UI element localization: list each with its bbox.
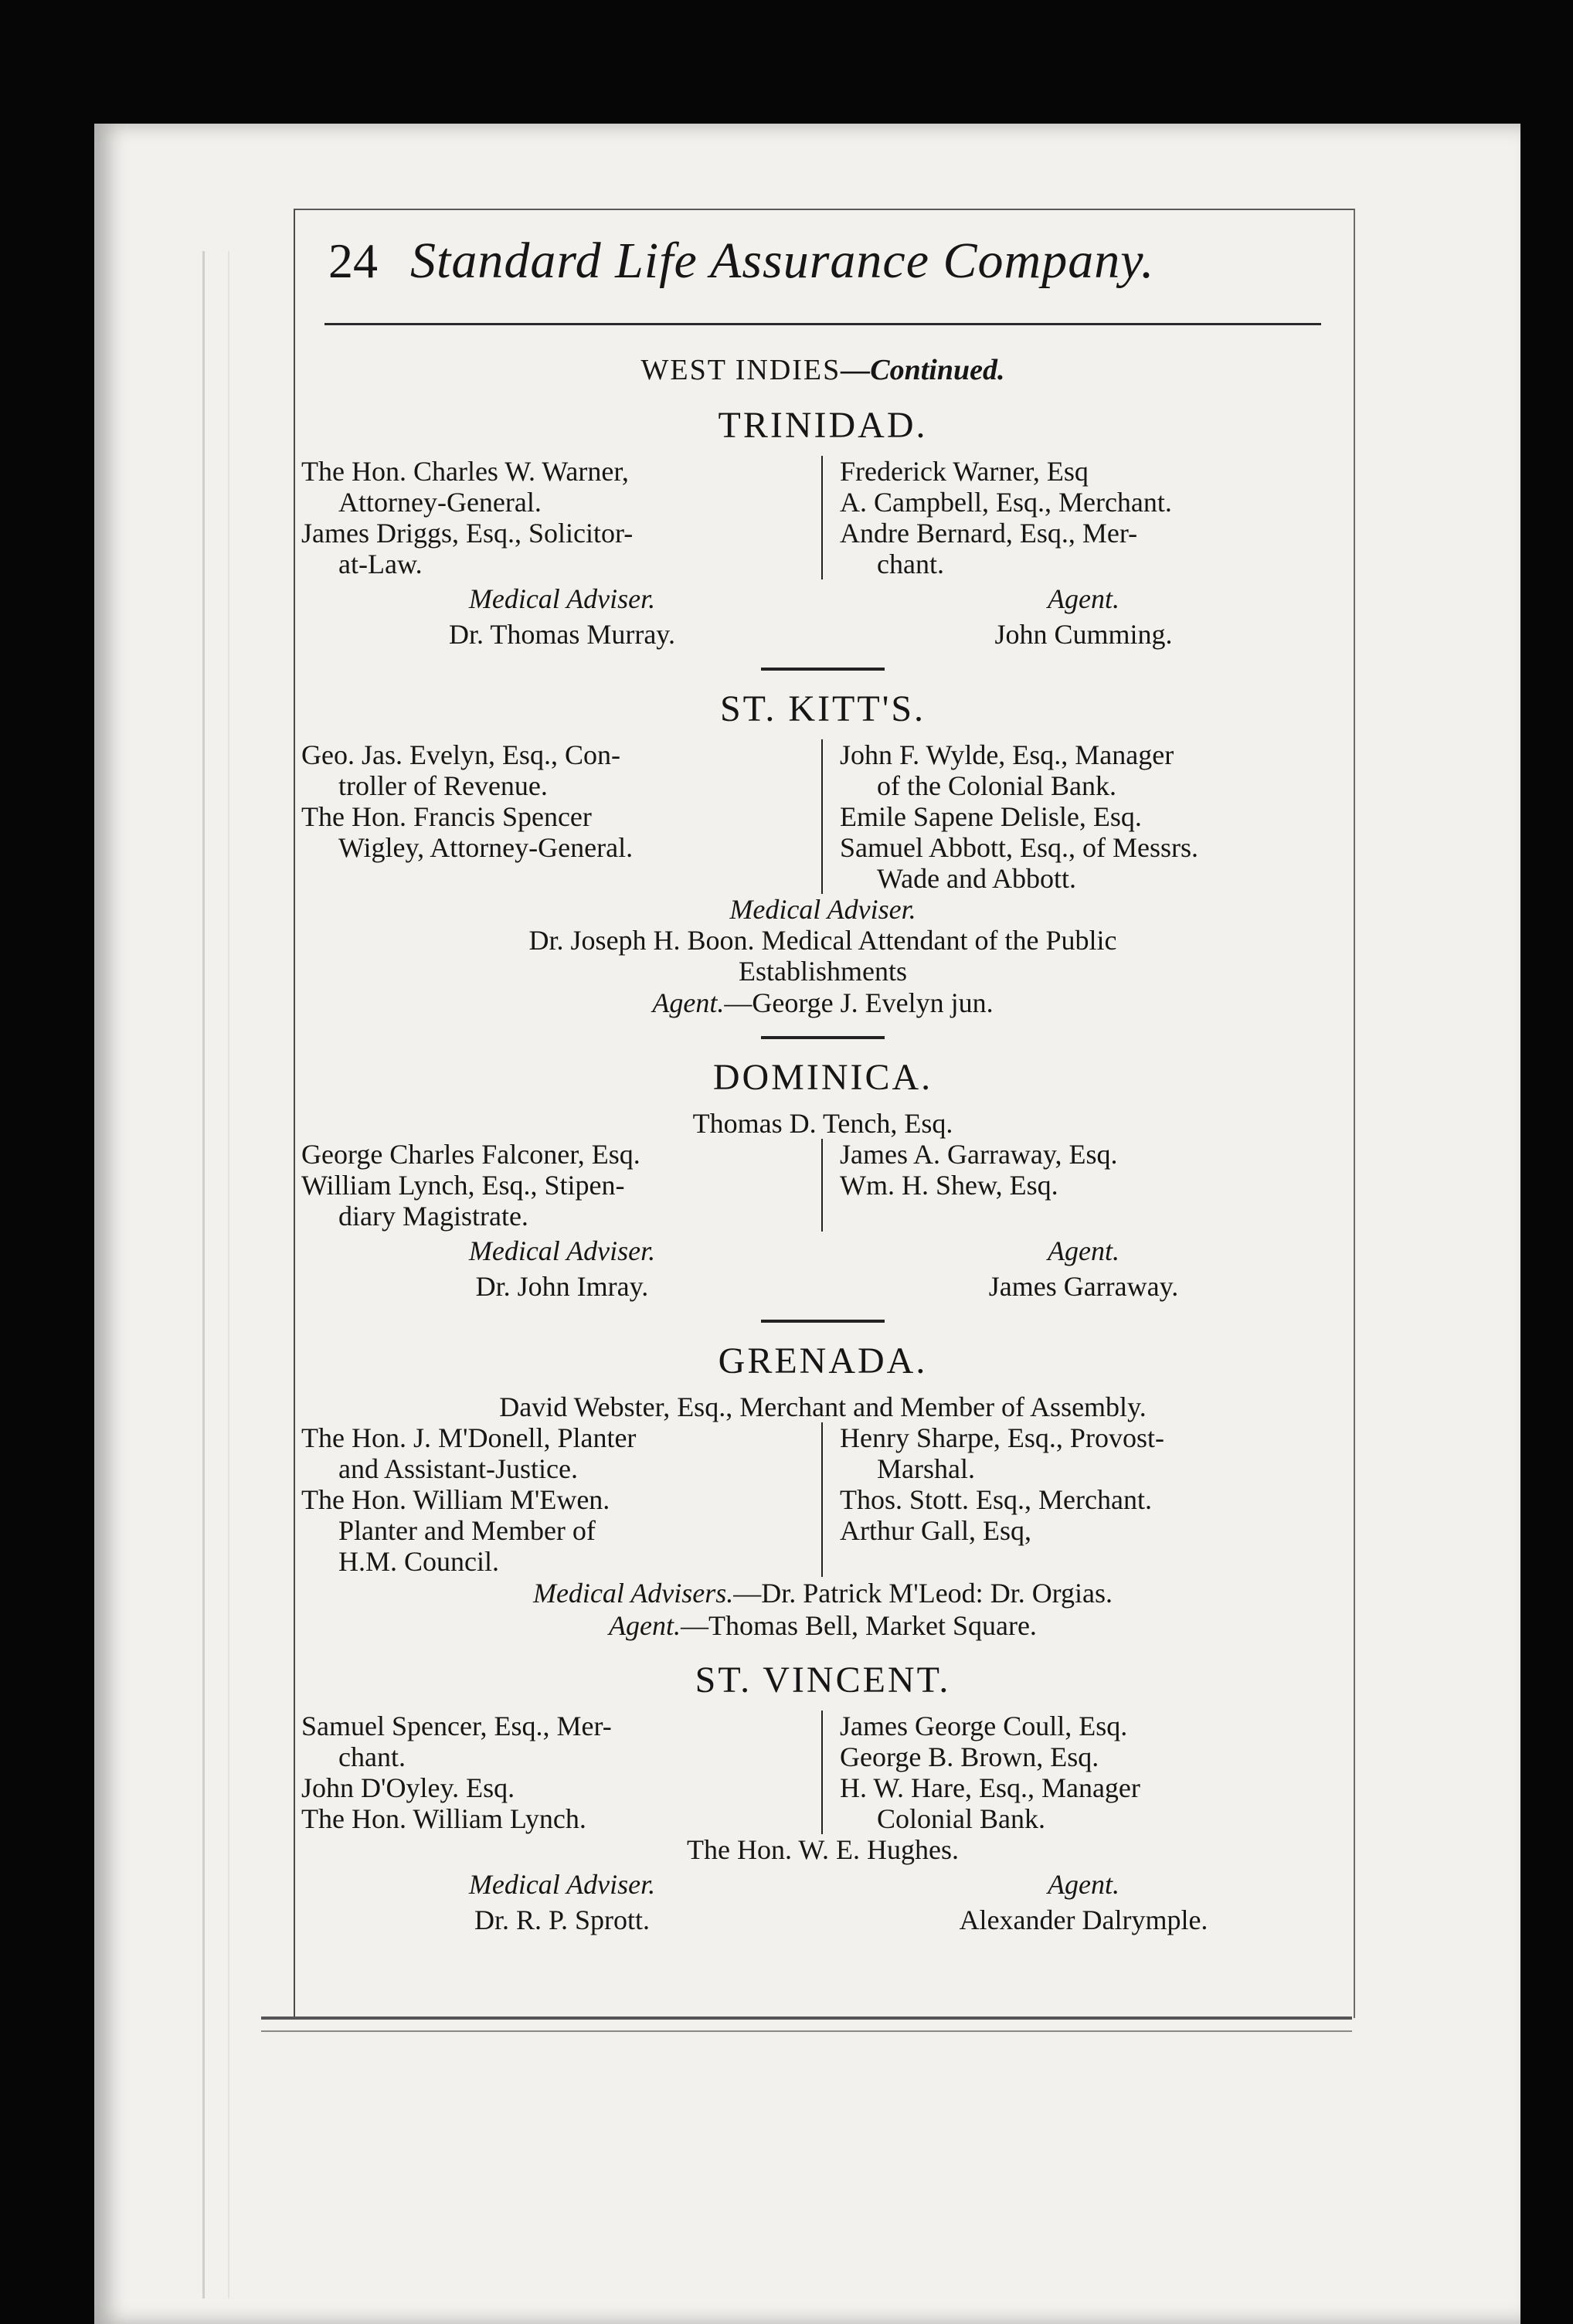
dominica-lead-entry: Thomas D. Tench, Esq.: [692, 1108, 953, 1139]
section-divider: [761, 1036, 885, 1039]
list-item: Arthur Gall, Esq,: [840, 1515, 1031, 1546]
list-item: Samuel Spencer, Esq., Mer- chant.: [301, 1711, 612, 1772]
section-title-st-vincent: ST. VINCENT.: [695, 1660, 951, 1701]
medical-adviser-note: Establishments: [739, 956, 907, 987]
list-item: The Hon. Charles W. Warner, Attorney-General.: [301, 456, 629, 518]
list-item: Thos. Stott. Esq., Merchant.: [840, 1484, 1152, 1515]
list-item: Emile Sapene Delisle, Esq.: [840, 801, 1142, 832]
list-item: Geo. Jas. Evelyn, Esq., Con- troller of Revenue.: [301, 739, 620, 801]
page-content: [301, 232, 1344, 1936]
dominica-adviser-agent-names: [301, 1270, 1344, 1303]
section-title-grenada: GRENADA.: [718, 1340, 928, 1381]
list-item: Henry Sharpe, Esq., Provost- Marshal.: [840, 1422, 1164, 1484]
medical-adviser-name: Dr. John Imray.: [475, 1271, 649, 1302]
medical-advisers-label: Medical Advisers.: [532, 1578, 734, 1609]
list-item: John F. Wylde, Esq., Manager of the Colonial Bank.: [840, 739, 1174, 801]
agent-label: Agent.: [609, 1610, 681, 1641]
agent-label: Agent.: [652, 987, 725, 1018]
list-item: The Hon. William M'Ewen. Planter and Member of: [301, 1484, 610, 1546]
grenada-right-column: [823, 1422, 1344, 1577]
st-vincent-right-column: [823, 1711, 1344, 1834]
trinidad-columns: [301, 456, 1344, 579]
bottom-rule: [261, 2017, 1352, 2020]
section-title-dominica: DOMINICA.: [712, 1057, 933, 1098]
list-item: James Driggs, Esq., Solicitor- at-Law.: [301, 518, 634, 579]
list-item: William Lynch, Esq., Stipen- diary Magistrate.: [301, 1170, 625, 1232]
list-item: Wm. H. Shew, Esq.: [840, 1170, 1058, 1201]
agent-name: —Thomas Bell, Market Square.: [681, 1610, 1037, 1641]
header-rule: [324, 323, 1321, 325]
list-item: James George Coull, Esq.: [840, 1711, 1128, 1741]
section-title-st-kitts: ST. KITT'S.: [719, 688, 926, 729]
trinidad-left-column: [301, 456, 823, 579]
medical-advisers-line: [301, 1577, 1344, 1609]
st-vincent-left-column: [301, 1711, 823, 1834]
list-item: James A. Garraway, Esq.: [840, 1139, 1118, 1170]
list-item: H.M. Council.: [338, 1546, 500, 1577]
st-kitts-columns: [301, 739, 1344, 894]
st-kitts-right-column: [823, 739, 1344, 894]
agent-name: John Cumming.: [994, 619, 1173, 650]
region-name: WEST INDIES: [640, 354, 841, 386]
agent-line: [301, 987, 1344, 1019]
grenada-columns: [301, 1422, 1344, 1577]
list-item: George B. Brown, Esq.: [840, 1741, 1099, 1772]
trinidad-adviser-agent-labels: [301, 583, 1344, 615]
list-item: H. W. Hare, Esq., Manager Colonial Bank.: [840, 1772, 1140, 1834]
st-vincent-adviser-agent-labels: [301, 1868, 1344, 1901]
dominica-adviser-agent-labels: [301, 1235, 1344, 1267]
list-item: The Hon. Francis Spencer Wigley, Attorney-General.: [301, 801, 634, 863]
page-edges: [202, 251, 229, 2299]
medical-adviser-name: Dr. Thomas Murray.: [449, 619, 675, 650]
list-item: Samuel Abbott, Esq., of Messrs. Wade and Abbott.: [840, 832, 1198, 894]
agent-label: Agent.: [1048, 1235, 1119, 1266]
grenada-left-column: [301, 1422, 823, 1577]
list-item: Frederick Warner, Esq: [840, 456, 1089, 487]
section-divider: [761, 1320, 885, 1323]
st-kitts-left-column: [301, 739, 823, 894]
medical-adviser-name: Dr. R. P. Sprott.: [474, 1904, 651, 1935]
section-title-trinidad: TRINIDAD.: [718, 405, 928, 446]
medical-adviser-label: Medical Adviser.: [468, 1869, 656, 1900]
agent-line: [301, 1609, 1344, 1642]
grenada-lead-entry: David Webster, Esq., Merchant and Member of Assembly.: [499, 1391, 1147, 1422]
medical-advisers-names: —Dr. Patrick M'Leod: Dr. Orgias.: [733, 1578, 1113, 1609]
agent-label: Agent.: [1048, 1869, 1119, 1900]
running-title: Standard Life Assurance Company.: [410, 233, 1155, 289]
list-item: The Hon. William Lynch.: [301, 1803, 586, 1834]
medical-adviser-label: Medical Adviser.: [468, 1235, 656, 1266]
list-item: John D'Oyley. Esq.: [301, 1772, 515, 1803]
st-vincent-columns: [301, 1711, 1344, 1834]
dominica-left-column: [301, 1139, 823, 1232]
list-item: A. Campbell, Esq., Merchant.: [840, 487, 1172, 518]
trinidad-right-column: [823, 456, 1344, 579]
agent-name: Alexander Dalrymple.: [959, 1904, 1208, 1935]
dominica-right-column: [823, 1139, 1344, 1232]
bottom-rule-thin: [261, 2030, 1352, 2032]
list-item: George Charles Falconer, Esq.: [301, 1139, 640, 1170]
page-number: 24: [328, 233, 378, 288]
list-item: Andre Bernard, Esq., Mer- chant.: [840, 518, 1138, 579]
agent-name: —George J. Evelyn jun.: [724, 987, 994, 1018]
medical-adviser-label: Medical Adviser.: [729, 894, 916, 925]
agent-name: James Garraway.: [988, 1271, 1179, 1302]
medical-adviser-label: Medical Adviser.: [468, 583, 656, 614]
region-heading: [301, 353, 1344, 387]
section-divider: [761, 668, 885, 671]
st-vincent-adviser-agent-names: [301, 1904, 1344, 1936]
dominica-columns: [301, 1139, 1344, 1232]
agent-label: Agent.: [1048, 583, 1119, 614]
running-header: [301, 232, 1344, 317]
list-item: The Hon. J. M'Donell, Planter and Assistant-Justice.: [301, 1422, 637, 1484]
region-continued: —Continued.: [841, 354, 1005, 386]
medical-adviser-name: Dr. Joseph H. Boon. Medical Attendant of the Public: [528, 925, 1117, 956]
trinidad-adviser-agent-names: [301, 618, 1344, 651]
st-vincent-closing-entry: The Hon. W. E. Hughes.: [687, 1834, 959, 1865]
